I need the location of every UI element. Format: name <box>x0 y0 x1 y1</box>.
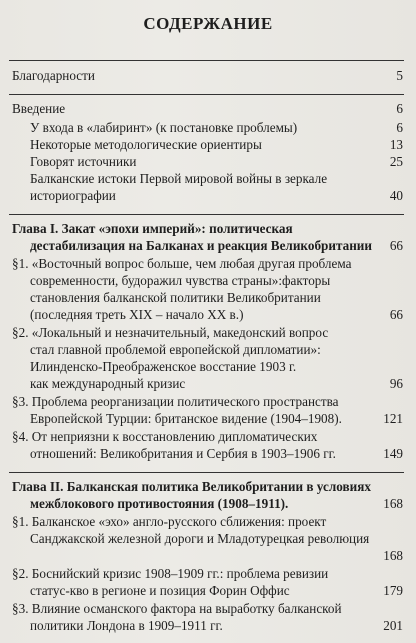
toc-page-number: 66 <box>389 307 403 322</box>
toc-page-number: 121 <box>383 411 403 426</box>
toc-section-1-1: §1. «Восточный вопрос больше, чем любая другая проблема <box>12 256 352 271</box>
page-title: СОДЕРЖАНИЕ <box>143 14 273 33</box>
toc-section-2-1: §1. Балканское «эхо» англо-русского сближения: проект <box>12 514 327 529</box>
toc-page-number: 6 <box>396 101 403 116</box>
toc-chapter-2-title-cont: межблокового противостояния (1908–1911). <box>30 496 289 511</box>
toc-section-2-2-line2: статус-кво в регионе и позиция Форин Оффис <box>30 583 290 598</box>
toc-entry-intro-3: Говорят источники <box>30 154 137 169</box>
toc-section-1-2-line2: стал главной проблемой европейской дипломатии»: <box>30 342 321 357</box>
toc-page-number: 201 <box>383 618 403 633</box>
toc-page-number: 40 <box>389 188 403 203</box>
toc-section-1-1-line3: становления балканской политики Великобритании <box>30 290 321 305</box>
divider <box>9 60 404 61</box>
toc-page-number: 5 <box>396 68 403 83</box>
toc-section-1-2: §2. «Локальный и незначительный, македонский вопрос <box>12 325 329 340</box>
toc-page-number: 168 <box>383 548 403 563</box>
toc-section-1-2-line3: Илинденско-Преображенское восстание 1903 г. <box>30 359 297 374</box>
toc-page-number: 25 <box>389 154 403 169</box>
toc-page-number: 168 <box>383 496 403 511</box>
toc-section-1-3: §3. Проблема реорганизации политического пространства <box>12 394 339 409</box>
toc-section-1-1-line4: (последняя треть XIX – начало XX в.) <box>30 307 244 322</box>
toc-chapter-1-title: Глава I. Закат «эпохи империй»: политическая <box>12 221 293 236</box>
toc-section-1-4: §4. От неприязни к восстановлению дипломатических <box>12 429 318 444</box>
toc-section-2-3: §3. Влияние османского фактора на выработку балканской <box>12 601 342 616</box>
divider <box>9 214 404 215</box>
divider <box>9 472 404 473</box>
toc-entry-intro-4: Балканские истоки Первой мировой войны в зеркале <box>30 171 328 186</box>
toc-section-1-3-line2: Европейской Турции: британское видение (1904–1908). <box>30 411 342 426</box>
toc-entry-intro-1: У входа в «лабиринт» (к постановке проблемы) <box>30 120 298 135</box>
toc-section-2-2: §2. Боснийский кризис 1908–1909 гг.: проблема ревизии <box>12 566 329 581</box>
toc-entry-introduction: Введение <box>12 101 66 116</box>
toc-section-1-2-line4: как международный кризис <box>30 376 186 391</box>
toc-section-1-4-line2: отношений: Великобритания и Сербия в 1903–1906 гг. <box>30 446 336 461</box>
toc-chapter-2-title: Глава II. Балканская политика Великобритании в условиях <box>12 479 371 494</box>
toc-page-number: 149 <box>383 446 403 461</box>
toc-entry-acknowledgements: Благодарности <box>12 68 95 83</box>
toc-page-number: 6 <box>396 120 403 135</box>
toc-entry-intro-2: Некоторые методологические ориентиры <box>30 137 262 152</box>
toc-page-number: 66 <box>389 238 403 253</box>
toc-page-number: 96 <box>389 376 403 391</box>
toc-chapter-1-title-cont: дестабилизация на Балканах и реакция Великобритании <box>30 238 372 253</box>
divider <box>9 94 404 95</box>
toc-section-2-3-line2: политики Лондона в 1909–1911 гг. <box>30 618 223 633</box>
toc-section-1-1-line2: современности, будоражил чувства страны»:факторы <box>30 273 331 288</box>
toc-page-number: 13 <box>389 137 403 152</box>
toc-section-2-1-line2: Санджакской железной дороги и Младотурецкая революция <box>30 531 370 546</box>
toc-entry-intro-4-cont: историографии <box>30 188 116 203</box>
toc-page-number: 179 <box>383 583 403 598</box>
